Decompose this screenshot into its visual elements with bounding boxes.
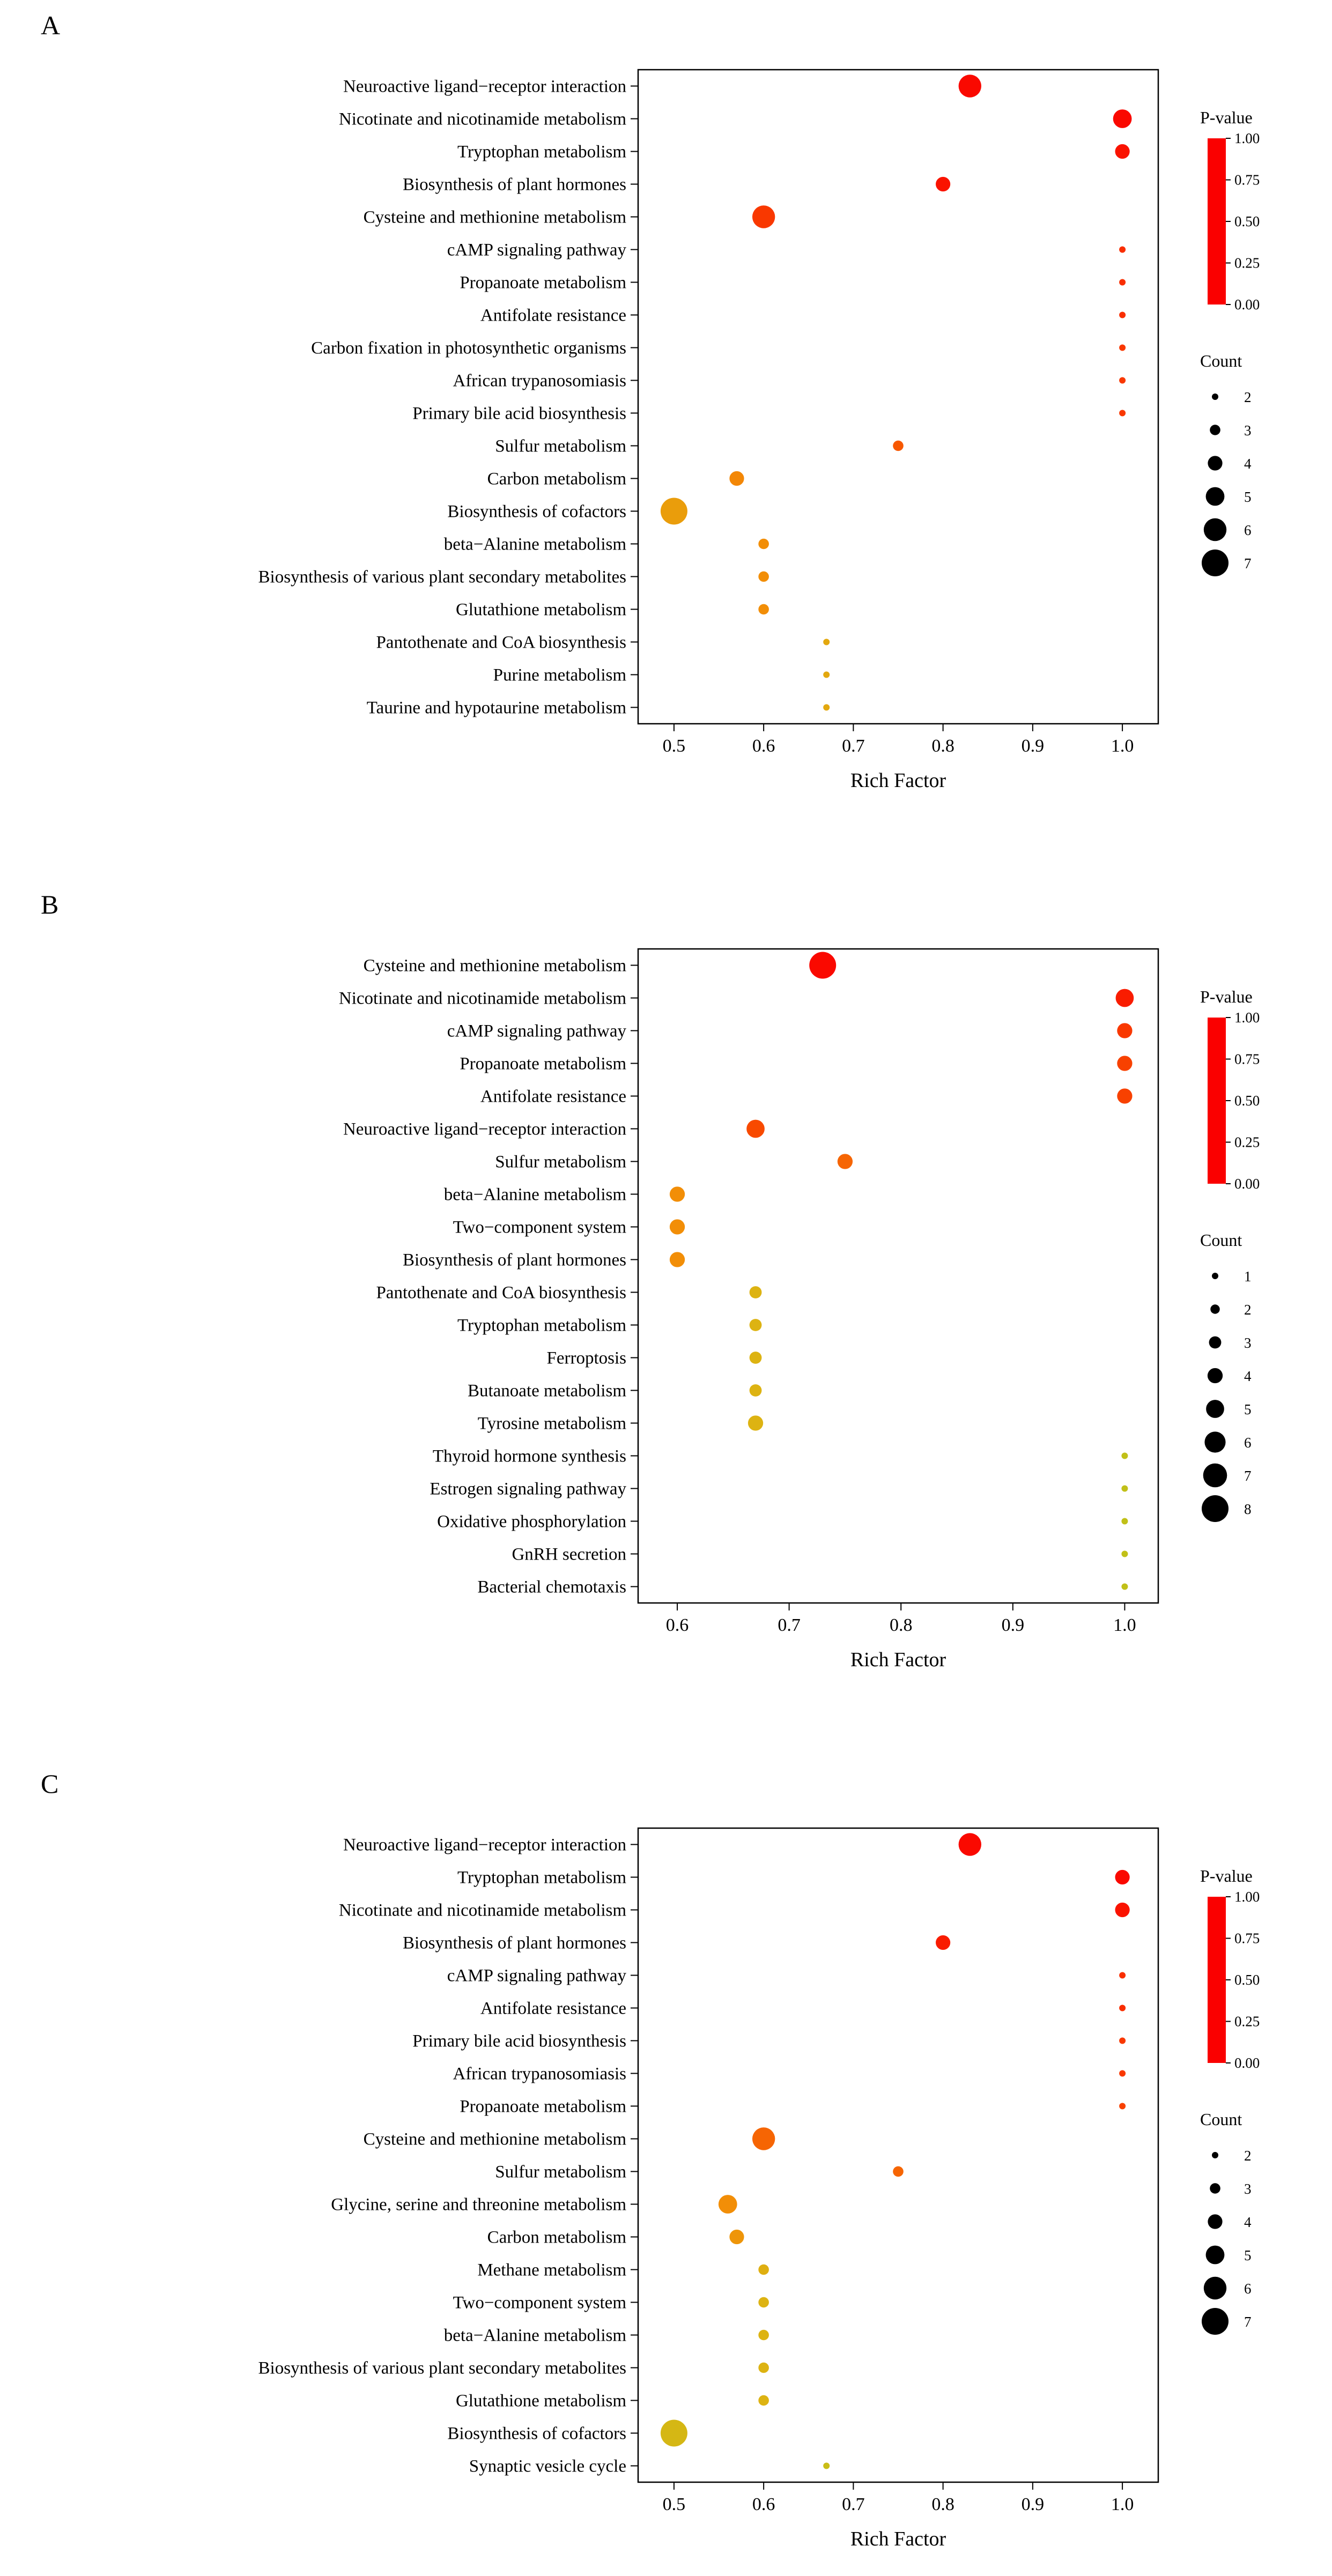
pvalue-legend-title: P-value (1200, 108, 1253, 127)
count-legend-label: 4 (1244, 2214, 1252, 2230)
category-label: Primary bile acid biosynthesis (412, 404, 626, 424)
category-label: African trypanosomiasis (453, 2064, 626, 2084)
data-point (809, 952, 836, 979)
count-legend-label: 6 (1244, 522, 1252, 538)
category-label: Tryptophan metabolism (457, 1868, 626, 1888)
count-legend-dot (1212, 2152, 1218, 2158)
data-point (823, 2463, 830, 2469)
panel-b (0, 879, 1332, 1694)
pvalue-tick-label: 0.50 (1234, 213, 1260, 229)
data-point (750, 1384, 762, 1397)
count-legend-label: 2 (1244, 389, 1252, 405)
count-legend-dot (1204, 1431, 1225, 1452)
category-label: Carbon metabolism (487, 469, 626, 489)
data-point (661, 2420, 687, 2447)
data-point (758, 571, 769, 582)
count-legend-label: 7 (1244, 555, 1252, 571)
data-point (750, 1352, 762, 1364)
category-label: Nicotinate and nicotinamide metabolism (338, 1901, 626, 1920)
category-label: beta−Alanine metabolism (443, 1185, 626, 1205)
category-label: Sulfur metabolism (495, 436, 626, 456)
count-legend-label: 3 (1244, 1335, 1252, 1351)
count-legend-dot (1212, 394, 1218, 400)
category-label: Propanoate metabolism (460, 1054, 626, 1074)
data-point (1115, 144, 1130, 159)
data-point (1121, 1584, 1128, 1590)
category-label: Glutathione metabolism (455, 2391, 626, 2411)
pvalue-tick-label: 1.00 (1234, 1009, 1260, 1026)
data-point (758, 539, 769, 550)
data-point (1121, 1453, 1128, 1459)
category-label: Propanoate metabolism (460, 2097, 626, 2117)
category-label: beta−Alanine metabolism (443, 534, 626, 554)
count-legend-dot (1204, 2277, 1226, 2299)
count-legend-label: 6 (1244, 2281, 1252, 2297)
x-tick-label: 0.8 (889, 1615, 913, 1635)
category-label: Butanoate metabolism (467, 1381, 626, 1401)
x-axis-title: Rich Factor (850, 2528, 946, 2550)
panel-b-dot-plot (0, 879, 1332, 1694)
pvalue-legend-title: P-value (1200, 987, 1253, 1006)
x-tick-label: 0.8 (931, 736, 954, 756)
category-label: Primary bile acid biosynthesis (412, 2031, 626, 2051)
plot-border (638, 949, 1158, 1603)
count-legend-label: 1 (1244, 1268, 1252, 1285)
category-label: Cysteine and methionine metabolism (363, 2129, 626, 2149)
category-label: GnRH secretion (512, 1545, 626, 1564)
data-point (1117, 1023, 1132, 1038)
category-label: Bacterial chemotaxis (477, 1577, 626, 1597)
category-label: Biosynthesis of various plant secondary metabolites (258, 567, 626, 587)
x-tick-label: 0.6 (665, 1615, 689, 1635)
panel-c-letter: C (41, 1769, 59, 1799)
data-point (758, 2330, 769, 2341)
data-point (1119, 2038, 1126, 2044)
category-label: Propanoate metabolism (460, 273, 626, 293)
x-tick-label: 0.7 (842, 736, 865, 756)
category-label: Pantothenate and CoA biosynthesis (376, 633, 626, 652)
x-tick-label: 0.6 (752, 736, 775, 756)
category-label: Antifolate resistance (480, 1087, 626, 1107)
pvalue-tick-label: 0.50 (1234, 1972, 1260, 1988)
count-legend-dot (1206, 1400, 1224, 1418)
category-label: cAMP signaling pathway (447, 240, 626, 260)
count-legend-dot (1202, 1495, 1229, 1522)
data-point (1117, 1056, 1132, 1071)
data-point (758, 604, 769, 615)
count-legend-title: Count (1200, 1230, 1242, 1250)
count-legend-label: 5 (1244, 2247, 1252, 2263)
category-label: Pantothenate and CoA biosynthesis (376, 1283, 626, 1303)
pvalue-tick-label: 0.25 (1234, 2013, 1260, 2030)
x-axis-title: Rich Factor (850, 769, 946, 792)
category-label: Nicotinate and nicotinamide metabolism (338, 109, 626, 129)
data-point (1115, 1870, 1130, 1884)
count-legend-label: 5 (1244, 1401, 1252, 1417)
category-label: Tryptophan metabolism (457, 142, 626, 162)
category-label: Neuroactive ligand−receptor interaction (343, 77, 626, 96)
count-legend-dot (1210, 425, 1220, 435)
count-legend-dot (1202, 2308, 1229, 2335)
pvalue-tick-label: 0.00 (1234, 296, 1260, 313)
category-label: Two−component system (453, 1218, 626, 1237)
pvalue-tick-label: 0.75 (1234, 1930, 1260, 1947)
x-tick-label: 0.7 (842, 2495, 865, 2514)
count-legend-dot (1210, 1304, 1219, 1313)
category-label: beta−Alanine metabolism (443, 2326, 626, 2345)
category-label: Two−component system (453, 2293, 626, 2313)
data-point (750, 1319, 762, 1331)
x-tick-label: 0.8 (931, 2495, 954, 2514)
category-label: Antifolate resistance (480, 306, 626, 325)
data-point (893, 2166, 904, 2177)
panel-c (0, 1758, 1332, 2573)
count-legend-label: 7 (1244, 2314, 1252, 2330)
panel-a-dot-plot (0, 0, 1332, 815)
category-label: Biosynthesis of various plant secondary metabolites (258, 2358, 626, 2378)
category-label: cAMP signaling pathway (447, 1966, 626, 1986)
panel-a-letter: A (41, 10, 61, 40)
data-point (758, 2297, 769, 2308)
pvalue-tick-label: 0.50 (1234, 1093, 1260, 1109)
data-point (1117, 1088, 1132, 1103)
data-point (748, 1415, 763, 1430)
data-point (758, 2363, 769, 2373)
pvalue-tick-label: 0.00 (1234, 2055, 1260, 2071)
panel-b-letter: B (41, 889, 59, 919)
data-point (758, 2265, 769, 2275)
count-legend-label: 6 (1244, 1435, 1252, 1451)
count-legend-label: 2 (1244, 2148, 1252, 2164)
pvalue-tick-label: 0.25 (1234, 255, 1260, 271)
pvalue-tick-label: 0.75 (1234, 172, 1260, 188)
data-point (752, 205, 775, 228)
count-legend-label: 7 (1244, 1468, 1252, 1484)
data-point (823, 672, 830, 678)
category-label: Carbon metabolism (487, 2228, 626, 2247)
data-point (1115, 1903, 1130, 1917)
count-legend-dot (1206, 2246, 1225, 2265)
category-label: Tryptophan metabolism (457, 1316, 626, 1335)
category-label: Thyroid hormone synthesis (432, 1446, 626, 1466)
data-point (1119, 345, 1126, 351)
data-point (1119, 410, 1126, 417)
category-label: African trypanosomiasis (453, 371, 626, 391)
x-tick-label: 1.0 (1111, 2495, 1134, 2514)
data-point (670, 1252, 685, 1267)
x-tick-label: 0.5 (662, 736, 686, 756)
count-legend-dot (1202, 550, 1229, 576)
pvalue-tick-label: 0.75 (1234, 1051, 1260, 1067)
category-label: Biosynthesis of cofactors (447, 2424, 626, 2444)
x-tick-label: 0.7 (778, 1615, 801, 1635)
data-point (729, 471, 744, 486)
x-tick-label: 0.5 (662, 2495, 686, 2514)
category-label: Glutathione metabolism (455, 600, 626, 620)
x-tick-label: 0.9 (1001, 1615, 1025, 1635)
count-legend-label: 5 (1244, 489, 1252, 505)
category-label: Biosynthesis of plant hormones (402, 175, 626, 195)
data-point (1121, 1518, 1128, 1525)
count-legend-label: 4 (1244, 1368, 1252, 1384)
count-legend-title: Count (1200, 2110, 1242, 2129)
category-label: Purine metabolism (493, 665, 626, 685)
data-point (670, 1219, 685, 1234)
plot-border (638, 1828, 1158, 2482)
category-label: Estrogen signaling pathway (430, 1479, 626, 1499)
data-point (1119, 279, 1126, 286)
data-point (1119, 1972, 1126, 1979)
data-point (1121, 1551, 1128, 1557)
data-point (936, 177, 950, 191)
category-label: Methane metabolism (477, 2260, 626, 2280)
category-label: Neuroactive ligand−receptor interaction (343, 1835, 626, 1855)
count-legend-dot (1208, 1368, 1223, 1383)
x-tick-label: 0.9 (1021, 2495, 1045, 2514)
data-point (838, 1154, 853, 1169)
count-legend-label: 2 (1244, 1302, 1252, 1318)
plot-border (638, 70, 1158, 724)
x-tick-label: 0.9 (1021, 736, 1045, 756)
category-label: Biosynthesis of plant hormones (402, 1250, 626, 1270)
pvalue-colorbar (1208, 1018, 1226, 1184)
count-legend-dot (1208, 2214, 1222, 2229)
data-point (959, 75, 981, 97)
data-point (959, 1833, 981, 1855)
data-point (1119, 247, 1126, 253)
category-label: Nicotinate and nicotinamide metabolism (338, 989, 626, 1008)
pvalue-colorbar (1208, 1897, 1226, 2063)
count-legend-dot (1206, 487, 1225, 506)
data-point (752, 2127, 775, 2150)
data-point (1119, 377, 1126, 384)
data-point (1119, 312, 1126, 318)
category-label: Carbon fixation in photosynthetic organisms (311, 338, 626, 358)
category-label: Oxidative phosphorylation (437, 1512, 626, 1532)
category-label: cAMP signaling pathway (447, 1021, 626, 1041)
pvalue-tick-label: 1.00 (1234, 130, 1260, 146)
panel-c-dot-plot (0, 1758, 1332, 2573)
data-point (661, 498, 687, 525)
count-legend-label: 8 (1244, 1501, 1252, 1517)
category-label: Biosynthesis of plant hormones (402, 1933, 626, 1953)
category-label: Taurine and hypotaurine metabolism (366, 698, 626, 718)
data-point (746, 1120, 765, 1138)
category-label: Glycine, serine and threonine metabolism (331, 2195, 626, 2215)
category-label: Ferroptosis (546, 1348, 626, 1368)
data-point (823, 704, 830, 711)
x-tick-label: 1.0 (1113, 1615, 1136, 1635)
count-legend-dot (1203, 1464, 1227, 1488)
category-label: Antifolate resistance (480, 1999, 626, 2018)
x-tick-label: 0.6 (752, 2495, 775, 2514)
data-point (758, 2395, 769, 2406)
data-point (1119, 2005, 1126, 2011)
pvalue-tick-label: 0.00 (1234, 1176, 1260, 1192)
count-legend-title: Count (1200, 351, 1242, 370)
data-point (1116, 989, 1134, 1007)
count-legend-label: 4 (1244, 456, 1252, 472)
x-axis-title: Rich Factor (850, 1649, 946, 1671)
pvalue-tick-label: 1.00 (1234, 1889, 1260, 1905)
category-label: Tyrosine metabolism (477, 1414, 626, 1434)
data-point (893, 441, 904, 451)
data-point (936, 1935, 950, 1950)
count-legend-dot (1204, 518, 1226, 541)
count-legend-label: 3 (1244, 422, 1252, 439)
count-legend-dot (1209, 1337, 1222, 1349)
panel-a (0, 0, 1332, 815)
x-tick-label: 1.0 (1111, 736, 1134, 756)
data-point (729, 2230, 744, 2244)
category-label: Sulfur metabolism (495, 2162, 626, 2182)
data-point (823, 639, 830, 645)
category-label: Synaptic vesicle cycle (469, 2456, 626, 2476)
pvalue-tick-label: 0.25 (1234, 1134, 1260, 1150)
data-point (1113, 109, 1132, 128)
count-legend-label: 3 (1244, 2181, 1252, 2197)
count-legend-dot (1212, 1273, 1218, 1279)
data-point (1121, 1486, 1128, 1492)
data-point (719, 2195, 737, 2214)
data-point (750, 1286, 762, 1298)
data-point (1119, 2070, 1126, 2077)
pvalue-colorbar (1208, 138, 1226, 305)
pvalue-legend-title: P-value (1200, 1866, 1253, 1885)
category-label: Sulfur metabolism (495, 1152, 626, 1172)
category-label: Cysteine and methionine metabolism (363, 956, 626, 976)
category-label: Neuroactive ligand−receptor interaction (343, 1119, 626, 1139)
category-label: Biosynthesis of cofactors (447, 502, 626, 522)
count-legend-dot (1210, 2183, 1220, 2194)
data-point (670, 1186, 685, 1201)
data-point (1119, 2103, 1126, 2110)
count-legend-dot (1208, 456, 1222, 470)
category-label: Cysteine and methionine metabolism (363, 207, 626, 227)
